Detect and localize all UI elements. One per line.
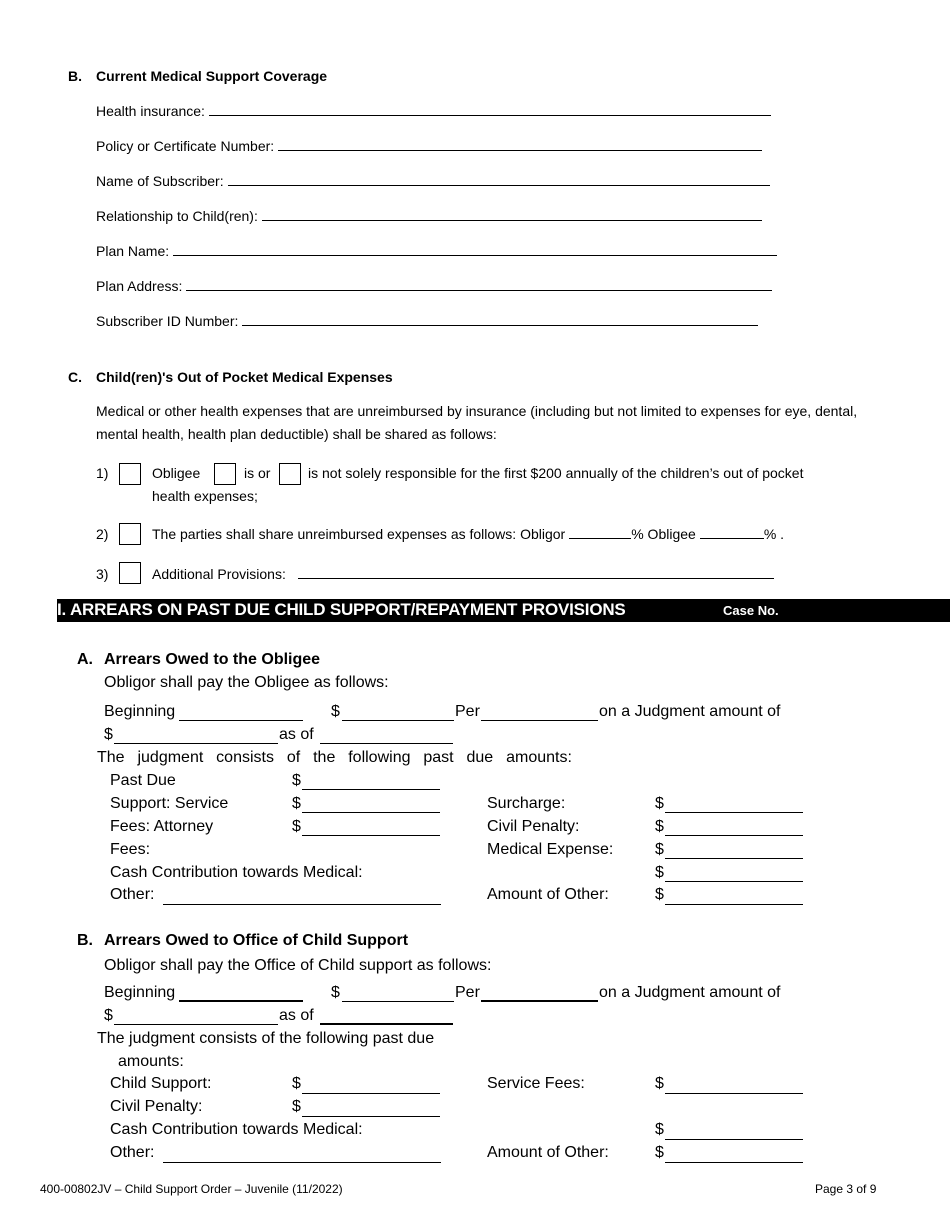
arrears-a-judgment-amount-field[interactable] bbox=[114, 742, 278, 744]
arrears-b-as-of-label: as of bbox=[279, 1007, 314, 1024]
arrears-a-as-of-label: as of bbox=[279, 726, 314, 743]
arrears-a-consists: The judgment consists of the following past due amounts: bbox=[97, 749, 572, 766]
cash-medical-label: Cash Contribution towards Medical: bbox=[110, 864, 363, 881]
medical-expense-label: Medical Expense: bbox=[487, 841, 614, 858]
option1-number: 1) bbox=[96, 465, 109, 481]
past-due-label: Past Due bbox=[110, 772, 176, 789]
support-service-field[interactable] bbox=[302, 811, 440, 813]
arrears-b-as-of-field[interactable] bbox=[320, 1022, 453, 1025]
option3-label: Additional Provisions: bbox=[152, 566, 286, 582]
plan-address-row bbox=[96, 278, 772, 294]
arrears-b-beginning-label: Beginning bbox=[104, 984, 176, 1001]
b-civil-penalty-dollar: $ bbox=[292, 1098, 301, 1115]
b-civil-penalty-label: Civil Penalty: bbox=[110, 1098, 203, 1115]
section-ii-title: I. ARREARS ON PAST DUE CHILD SUPPORT/REPAYMENT PROVISIONS bbox=[57, 600, 626, 619]
plan-address-label: Plan Address: bbox=[96, 278, 183, 294]
arrears-a-intro: Obligor shall pay the Obligee as follows: bbox=[104, 674, 389, 691]
arrears-a-dollar-1: $ bbox=[331, 703, 340, 720]
arrears-b-consists-2: amounts: bbox=[118, 1053, 184, 1070]
section-b-title: Current Medical Support Coverage bbox=[96, 68, 328, 84]
obligee-is-checkbox[interactable] bbox=[214, 463, 236, 485]
arrears-a-as-of-field[interactable] bbox=[320, 742, 453, 744]
b-cash-medical-label: Cash Contribution towards Medical: bbox=[110, 1121, 363, 1138]
arrears-b-beginning-field[interactable] bbox=[179, 999, 303, 1002]
arrears-a-amount-field[interactable] bbox=[342, 719, 454, 721]
past-due-field[interactable] bbox=[302, 788, 440, 790]
arrears-a-beginning-field[interactable] bbox=[179, 719, 303, 721]
fees-attorney-dollar: $ bbox=[292, 818, 301, 835]
service-fees-field[interactable] bbox=[665, 1092, 803, 1094]
arrears-b-per-label: Per bbox=[455, 984, 480, 1001]
medical-expense-field[interactable] bbox=[665, 857, 803, 859]
subscriber-name-label: Name of Subscriber: bbox=[96, 173, 224, 189]
option2-row bbox=[152, 526, 784, 542]
policy-number-field[interactable] bbox=[278, 149, 762, 151]
section-b-letter: B. bbox=[68, 68, 82, 84]
option1-obligee: Obligee bbox=[152, 465, 201, 481]
option2-text-c: % . bbox=[763, 526, 785, 542]
plan-name-row bbox=[96, 243, 777, 259]
amount-other-dollar: $ bbox=[655, 886, 664, 903]
section-c-paragraph: Medical or other health expenses that are unreimbursed by insurance (including but not limited to expenses for eye, dental, mental health, health plan deductible) shall be shared as follows: bbox=[96, 403, 858, 442]
relationship-row bbox=[96, 208, 762, 224]
b-amount-other-dollar: $ bbox=[655, 1144, 664, 1161]
footer-form-id: 400-00802JV – Child Support Order – Juvenile (11/2022) bbox=[40, 1182, 343, 1196]
section-ii-header bbox=[57, 599, 950, 622]
civil-penalty-field[interactable] bbox=[665, 834, 803, 836]
cash-medical-dollar: $ bbox=[655, 864, 664, 881]
subscriber-name-field[interactable] bbox=[228, 184, 770, 186]
b-amount-other-label: Amount of Other: bbox=[487, 1144, 609, 1161]
option1-checkbox[interactable] bbox=[119, 463, 141, 485]
policy-number-label: Policy or Certificate Number: bbox=[96, 138, 275, 154]
section-c-title: Child(ren)'s Out of Pocket Medical Expenses bbox=[96, 369, 393, 385]
plan-name-field[interactable] bbox=[173, 254, 777, 256]
option2-checkbox[interactable] bbox=[119, 523, 141, 545]
subscriber-id-field[interactable] bbox=[242, 324, 758, 326]
other-description-field[interactable] bbox=[163, 903, 441, 905]
b-other-label: Other: bbox=[110, 1144, 155, 1161]
surcharge-dollar: $ bbox=[655, 795, 664, 812]
arrears-b-consists-1: The judgment consists of the following past due bbox=[97, 1030, 435, 1047]
option1-text-continued: health expenses; bbox=[152, 488, 258, 504]
b-cash-medical-dollar: $ bbox=[655, 1121, 664, 1138]
medical-expense-dollar: $ bbox=[655, 841, 664, 858]
option3-checkbox[interactable] bbox=[119, 562, 141, 584]
health-insurance-field[interactable] bbox=[209, 114, 771, 116]
arrears-a-dollar-2: $ bbox=[104, 726, 113, 743]
obligor-percent-field[interactable] bbox=[569, 537, 631, 539]
footer-page-number: Page 3 of 9 bbox=[815, 1182, 877, 1196]
arrears-b-dollar-2: $ bbox=[104, 1007, 113, 1024]
amount-other-field[interactable] bbox=[665, 903, 803, 905]
plan-name-label: Plan Name: bbox=[96, 243, 170, 259]
fees-attorney-label: Fees: Attorney bbox=[110, 818, 214, 835]
case-number-label: Case No. bbox=[723, 603, 779, 618]
arrears-b-amount-field[interactable] bbox=[342, 1000, 454, 1002]
service-fees-label: Service Fees: bbox=[487, 1075, 585, 1092]
amount-other-label: Amount of Other: bbox=[487, 886, 609, 903]
support-service-label: Support: Service bbox=[110, 795, 229, 812]
arrears-b-intro: Obligor shall pay the Office of Child support as follows: bbox=[104, 957, 492, 974]
arrears-a-title: Arrears Owed to the Obligee bbox=[104, 651, 321, 668]
arrears-b-judgment-amount-field[interactable] bbox=[114, 1023, 278, 1025]
relationship-field[interactable] bbox=[262, 219, 762, 221]
fees-attorney-field[interactable] bbox=[302, 834, 440, 836]
option3-number: 3) bbox=[96, 566, 109, 582]
support-service-dollar: $ bbox=[292, 795, 301, 812]
service-fees-dollar: $ bbox=[655, 1075, 664, 1092]
civil-penalty-label: Civil Penalty: bbox=[487, 818, 580, 835]
health-insurance-row bbox=[96, 103, 771, 119]
past-due-dollar: $ bbox=[292, 772, 301, 789]
subscriber-id-row bbox=[96, 313, 758, 329]
option1-is-or: is or bbox=[244, 465, 271, 481]
cash-medical-field[interactable] bbox=[665, 880, 803, 882]
surcharge-label: Surcharge: bbox=[487, 795, 566, 812]
arrears-b-letter: B. bbox=[77, 932, 93, 949]
surcharge-field[interactable] bbox=[665, 811, 803, 813]
arrears-a-per-label: Per bbox=[455, 703, 480, 720]
b-cash-medical-field[interactable] bbox=[665, 1138, 803, 1140]
arrears-a-letter: A. bbox=[77, 651, 93, 668]
option2-text-a: The parties shall share unreimbursed expenses as follows: Obligor bbox=[152, 526, 566, 542]
additional-provisions-field[interactable] bbox=[298, 577, 774, 579]
child-support-dollar: $ bbox=[292, 1075, 301, 1092]
arrears-b-title: Arrears Owed to Office of Child Support bbox=[104, 932, 409, 949]
arrears-b-per-field[interactable] bbox=[481, 999, 598, 1002]
b-civil-penalty-field[interactable] bbox=[302, 1115, 440, 1117]
subscriber-name-row bbox=[96, 173, 770, 189]
child-support-field[interactable] bbox=[302, 1092, 440, 1094]
policy-number-row bbox=[96, 138, 762, 154]
other-label: Other: bbox=[110, 886, 155, 903]
b-amount-other-field[interactable] bbox=[665, 1161, 803, 1163]
arrears-a-beginning-label: Beginning bbox=[104, 703, 176, 720]
option3-row bbox=[152, 566, 774, 582]
option1-text: is not solely responsible for the first $200 annually of the children’s out of pocket bbox=[308, 465, 804, 481]
obligee-percent-field[interactable] bbox=[700, 537, 764, 539]
obligee-is-not-checkbox[interactable] bbox=[279, 463, 301, 485]
child-support-label: Child Support: bbox=[110, 1075, 212, 1092]
fees-label: Fees: bbox=[110, 841, 151, 858]
subscriber-id-label: Subscriber ID Number: bbox=[96, 313, 239, 329]
plan-address-field[interactable] bbox=[186, 289, 772, 291]
arrears-a-per-field[interactable] bbox=[481, 719, 598, 721]
relationship-label: Relationship to Child(ren): bbox=[96, 208, 258, 224]
option2-text-b: % Obligee bbox=[631, 526, 696, 542]
arrears-b-dollar-1: $ bbox=[331, 984, 340, 1001]
arrears-a-judgment-label: on a Judgment amount of bbox=[599, 703, 781, 720]
health-insurance-label: Health insurance: bbox=[96, 103, 205, 119]
arrears-b-judgment-label: on a Judgment amount of bbox=[599, 984, 781, 1001]
b-other-description-field[interactable] bbox=[163, 1161, 441, 1163]
option2-number: 2) bbox=[96, 526, 109, 542]
civil-penalty-dollar: $ bbox=[655, 818, 664, 835]
section-c-letter: C. bbox=[68, 369, 82, 385]
